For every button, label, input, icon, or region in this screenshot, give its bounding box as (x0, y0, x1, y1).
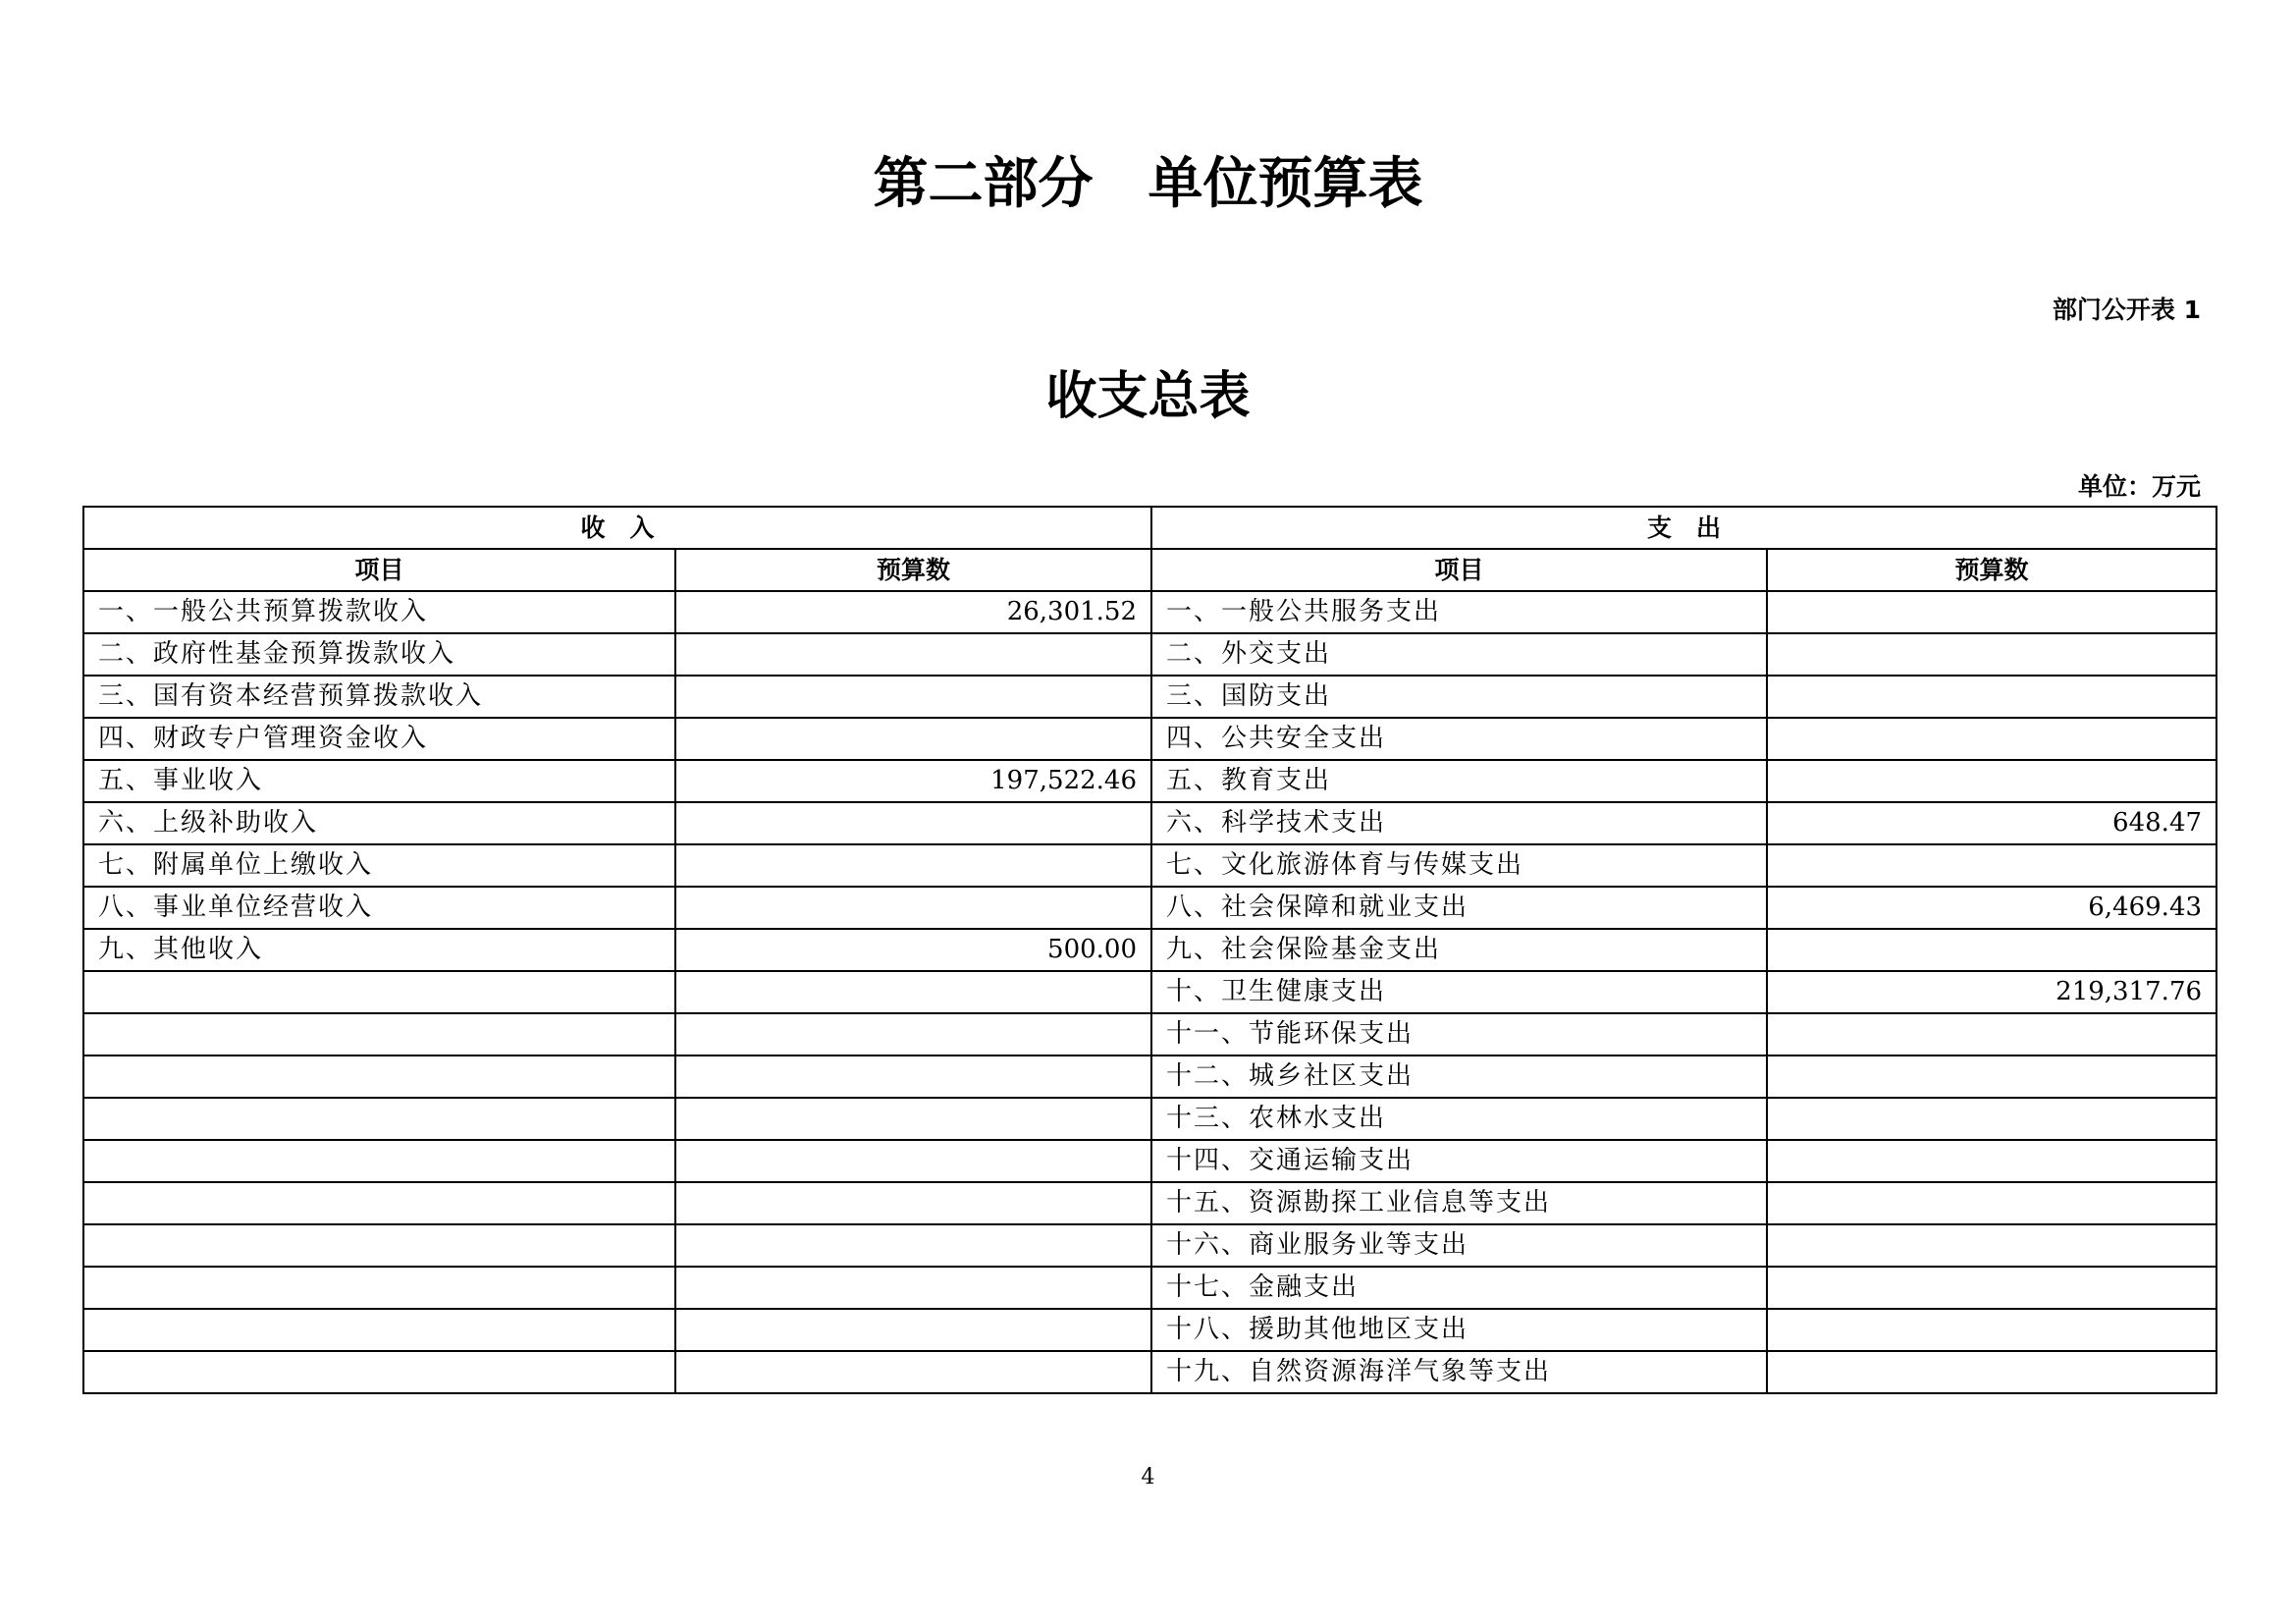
income-item-cell: 二、政府性基金预算拨款收入 (83, 633, 675, 676)
table-row (83, 718, 2216, 760)
table-row (83, 1224, 2216, 1267)
income-item-cell: 四、财政专户管理资金收入 (83, 718, 675, 760)
expense-item-cell: 七、文化旅游体育与传媒支出 (1151, 844, 1767, 887)
expense-item-cell: 九、社会保险基金支出 (1151, 929, 1767, 971)
income-amount-cell: 197,522.46 (675, 760, 1151, 802)
income-amount-cell: 26,301.52 (675, 591, 1151, 633)
table-row (83, 887, 2216, 929)
expense-amount-cell (1767, 1351, 2216, 1393)
income-amount-cell: 500.00 (675, 929, 1151, 971)
expense-amount-cell: 219,317.76 (1767, 971, 2216, 1013)
group-header-row (83, 507, 2216, 549)
income-item-cell: 三、国有资本经营预算拨款收入 (83, 676, 675, 718)
expense-item-cell: 四、公共安全支出 (1151, 718, 1767, 760)
income-amount-cell (675, 1013, 1151, 1056)
income-item-cell: 八、事业单位经营收入 (83, 887, 675, 929)
table-row (83, 802, 2216, 844)
expense-amount-cell (1767, 1267, 2216, 1309)
income-amount-cell (675, 1267, 1151, 1309)
income-item-cell (83, 971, 675, 1013)
table-row (83, 1267, 2216, 1309)
expense-amount-cell: 648.47 (1767, 802, 2216, 844)
table-row (83, 633, 2216, 676)
income-amount-cell (675, 1182, 1151, 1224)
income-item-cell: 九、其他收入 (83, 929, 675, 971)
income-item-cell (83, 1351, 675, 1393)
expense-item-cell: 五、教育支出 (1151, 760, 1767, 802)
income-item-cell (83, 1098, 675, 1140)
income-item-header: 项目 (83, 549, 675, 591)
income-item-cell: 五、事业收入 (83, 760, 675, 802)
table-title: 收支总表 (1045, 367, 1251, 426)
income-item-cell: 一、一般公共预算拨款收入 (83, 591, 675, 633)
income-amount-cell (675, 887, 1151, 929)
expense-amount-cell (1767, 1309, 2216, 1351)
expense-item-cell: 十七、金融支出 (1151, 1267, 1767, 1309)
expense-item-cell: 八、社会保障和就业支出 (1151, 887, 1767, 929)
table-row (83, 676, 2216, 718)
expense-item-cell: 十九、自然资源海洋气象等支出 (1151, 1351, 1767, 1393)
expense-amount-cell (1767, 844, 2216, 887)
expense-item-cell: 十六、商业服务业等支出 (1151, 1224, 1767, 1267)
income-amount-cell (675, 1351, 1151, 1393)
table-row (83, 760, 2216, 802)
income-item-cell: 七、附属单位上缴收入 (83, 844, 675, 887)
expense-amount-header: 预算数 (1767, 549, 2216, 591)
table-row (83, 1056, 2216, 1098)
table-row (83, 1182, 2216, 1224)
income-amount-cell (675, 802, 1151, 844)
table-row (83, 1309, 2216, 1351)
expense-item-cell: 十五、资源勘探工业信息等支出 (1151, 1182, 1767, 1224)
expense-amount-cell (1767, 676, 2216, 718)
income-amount-cell (675, 971, 1151, 1013)
table-body (83, 591, 2216, 1393)
table-row (83, 1351, 2216, 1393)
income-item-cell (83, 1056, 675, 1098)
expense-item-cell: 十四、交通运输支出 (1151, 1140, 1767, 1182)
table-row (83, 971, 2216, 1013)
income-item-cell (83, 1224, 675, 1267)
table-row (83, 1013, 2216, 1056)
expense-amount-cell (1767, 591, 2216, 633)
expense-amount-cell: 6,469.43 (1767, 887, 2216, 929)
income-amount-cell (675, 1140, 1151, 1182)
income-amount-cell (675, 1309, 1151, 1351)
expense-item-cell: 十一、节能环保支出 (1151, 1013, 1767, 1056)
income-amount-cell (675, 718, 1151, 760)
income-item-cell (83, 1140, 675, 1182)
income-item-cell (83, 1309, 675, 1351)
expense-amount-cell (1767, 1013, 2216, 1056)
expense-amount-cell (1767, 760, 2216, 802)
expense-item-cell: 十八、援助其他地区支出 (1151, 1309, 1767, 1351)
expense-item-cell: 六、科学技术支出 (1151, 802, 1767, 844)
table-row (83, 844, 2216, 887)
expense-amount-cell (1767, 633, 2216, 676)
expense-item-cell: 一、一般公共服务支出 (1151, 591, 1767, 633)
income-amount-cell (675, 1224, 1151, 1267)
table-row (83, 1098, 2216, 1140)
income-item-cell (83, 1182, 675, 1224)
expense-item-cell: 十二、城乡社区支出 (1151, 1056, 1767, 1098)
income-amount-cell (675, 844, 1151, 887)
expense-item-cell: 二、外交支出 (1151, 633, 1767, 676)
income-expense-table (82, 506, 2217, 1394)
income-item-cell (83, 1013, 675, 1056)
table-code: 部门公开表 1 (2052, 296, 2201, 324)
expense-amount-cell (1767, 929, 2216, 971)
column-header-row (83, 549, 2216, 591)
expense-item-cell: 三、国防支出 (1151, 676, 1767, 718)
expense-item-cell: 十、卫生健康支出 (1151, 971, 1767, 1013)
part-title: 第二部分 单位预算表 (873, 152, 1423, 216)
income-amount-cell (675, 633, 1151, 676)
income-amount-header: 预算数 (675, 549, 1151, 591)
expense-amount-cell (1767, 1224, 2216, 1267)
expense-group-header: 支 出 (1151, 507, 2216, 549)
expense-amount-cell (1767, 718, 2216, 760)
income-group-header: 收 入 (83, 507, 1151, 549)
expense-amount-cell (1767, 1140, 2216, 1182)
table-row (83, 1140, 2216, 1182)
expense-amount-cell (1767, 1098, 2216, 1140)
income-amount-cell (675, 676, 1151, 718)
income-amount-cell (675, 1098, 1151, 1140)
expense-amount-cell (1767, 1056, 2216, 1098)
table-row (83, 929, 2216, 971)
income-item-cell: 六、上级补助收入 (83, 802, 675, 844)
expense-amount-cell (1767, 1182, 2216, 1224)
income-amount-cell (675, 1056, 1151, 1098)
unit-label: 单位：万元 (2077, 472, 2201, 501)
table-row (83, 591, 2216, 633)
income-item-cell (83, 1267, 675, 1309)
expense-item-header: 项目 (1151, 549, 1767, 591)
page-number: 4 (1141, 1465, 1155, 1489)
expense-item-cell: 十三、农林水支出 (1151, 1098, 1767, 1140)
